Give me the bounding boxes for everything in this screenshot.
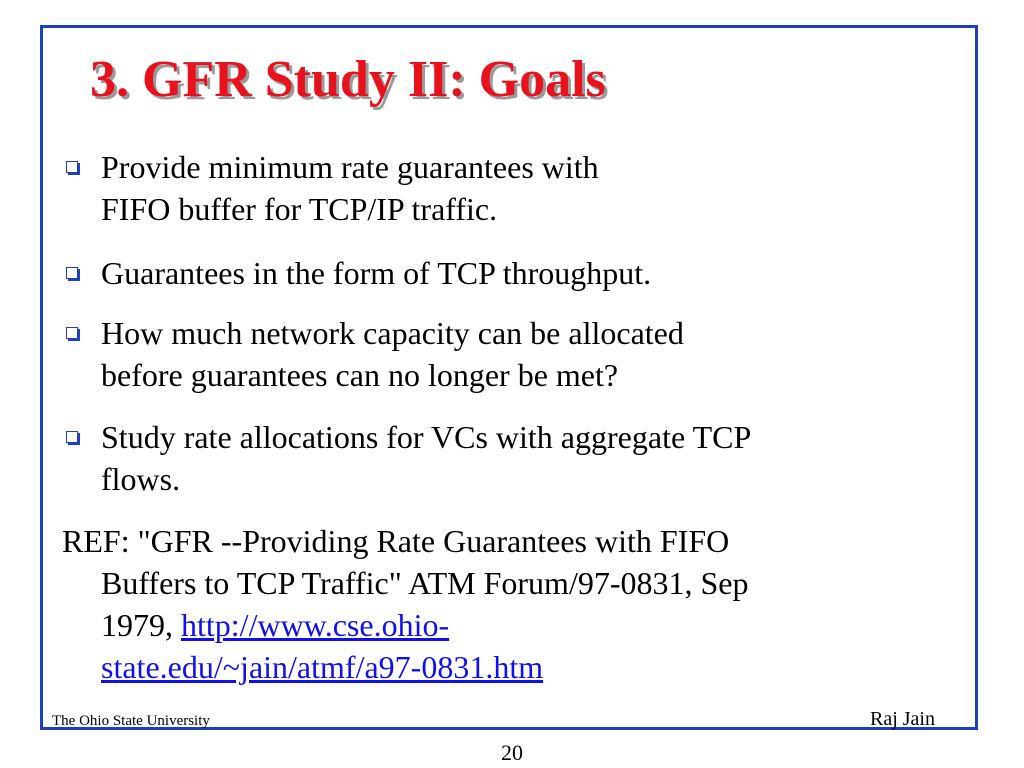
bullet-text: Guarantees in the form of TCP throughput. [101,255,652,291]
slide-title: 3. GFR Study II: Goals [90,51,606,108]
reference-block [62,520,932,688]
footer-institution: The Ohio State University [52,713,210,729]
bullet-item [66,416,926,500]
reference-line [62,604,932,646]
bullet-item [66,312,926,396]
reference-link[interactable]: http://www.cse.ohio- [181,607,450,643]
page-number: 20 [501,740,523,765]
bullet-item [66,252,926,294]
reference-line [62,646,932,688]
reference-line: REF: "GFR --Providing Rate Guarantees with FIFO [62,523,730,559]
bullet-item [66,146,926,230]
square-bullet-icon [66,431,78,443]
square-bullet-icon [66,327,78,339]
reference-line: Buffers to TCP Traffic" ATM Forum/97-0831, Sep [101,565,749,601]
square-bullet-icon [66,161,78,173]
bullet-text: How much network capacity can be allocated before guarantees can no longer be met? [101,315,684,393]
reference-date-text: 1979, [101,607,181,643]
bullet-text: Provide minimum rate guarantees with FIFO buffer for TCP/IP traffic. [101,149,599,227]
square-bullet-icon [66,267,78,279]
reference-link-continued[interactable]: state.edu/~jain/atmf/a97-0831.htm [101,649,544,685]
footer-author: Raj Jain [870,708,935,730]
bullet-text: Study rate allocations for VCs with aggregate TCP flows. [101,419,752,497]
